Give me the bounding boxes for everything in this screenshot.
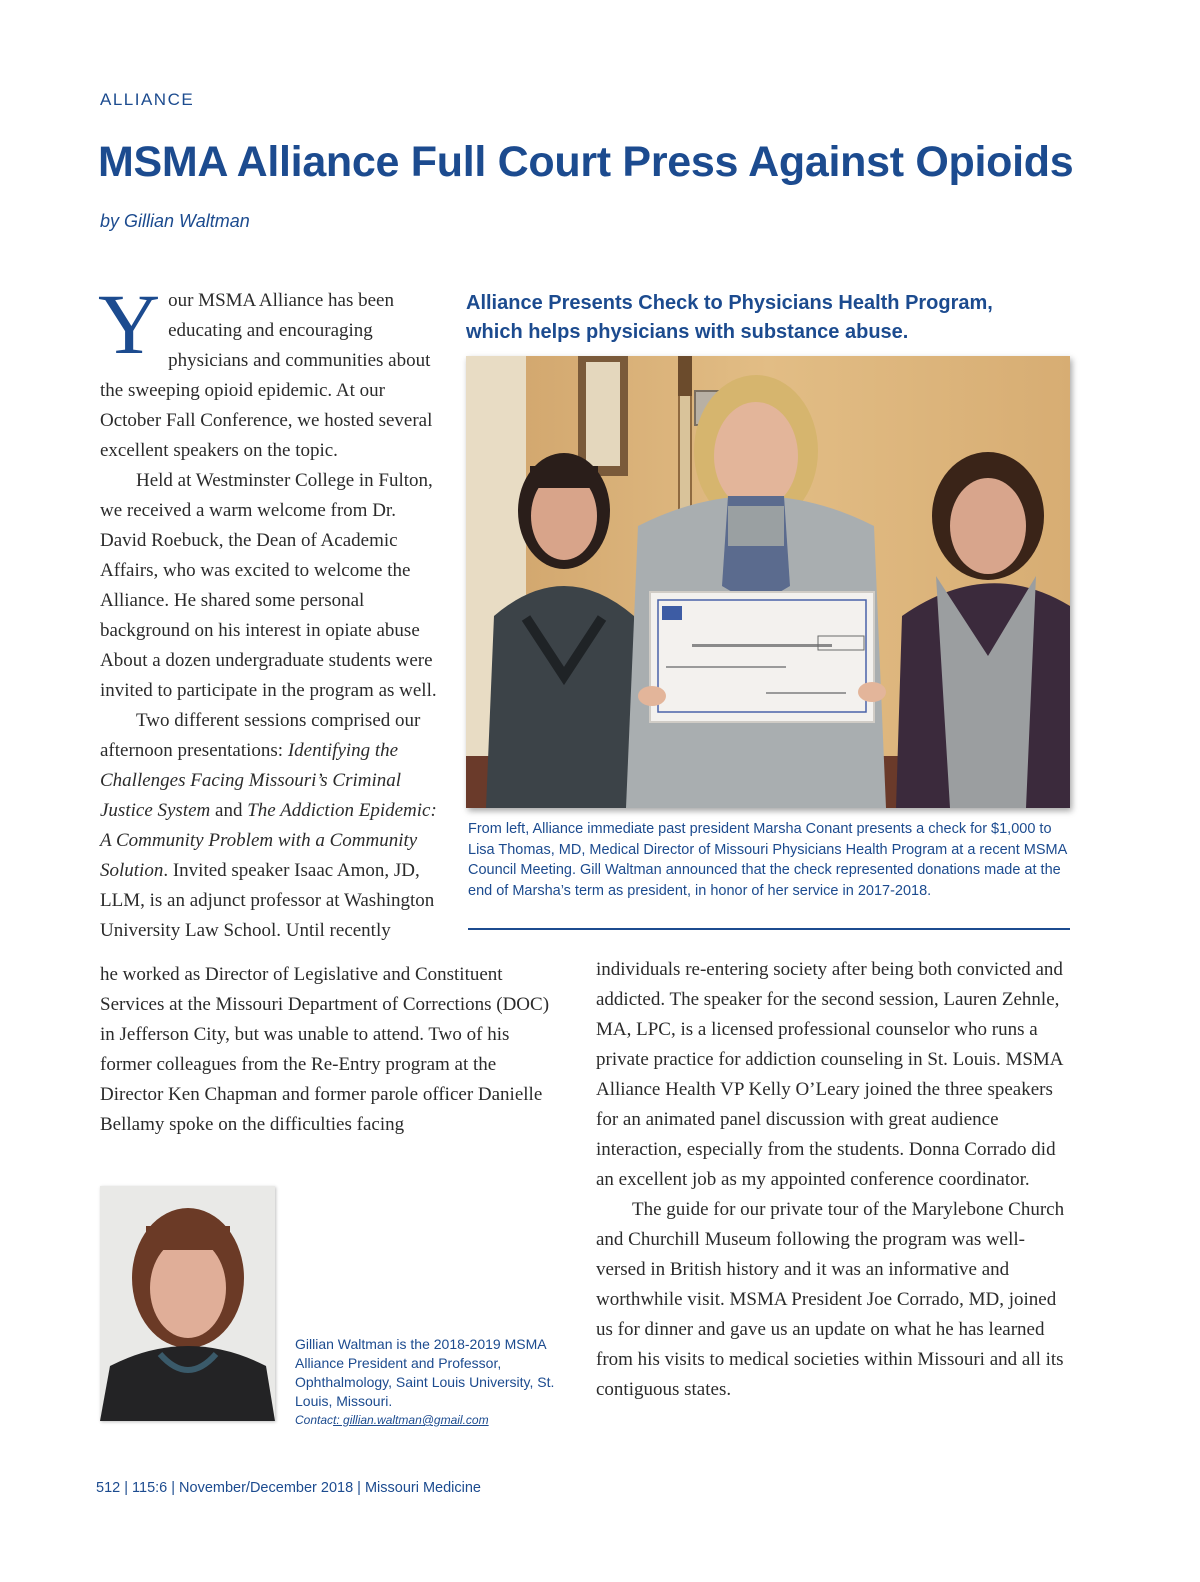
paragraph-speakers: individuals re-entering society after being both convicted and addicted. The speaker for the second session, Lauren Zehnle, MA, LPC, is a licensed professional counselor who runs a private practice for addiction counseling in St. Louis. MSMA Alliance Health VP Kelly O’Leary joined the three speakers for an animated panel discussion with great audience interaction, especially from the students. Donna Corrado did an excellent job as my appointed conference coordinator.	[596, 959, 1063, 1190]
author-portrait	[100, 1186, 275, 1421]
article-title: MSMA Alliance Full Court Press Against Opioids	[98, 138, 1074, 186]
sessions-text-1: Two different sessions comprised our afternoon presentations:	[100, 710, 421, 761]
author-email-link[interactable]: t: gillian.waltman@gmail.com	[333, 1413, 489, 1427]
paragraph-sessions	[100, 706, 442, 946]
section-label: ALLIANCE	[100, 90, 195, 109]
paragraph-intro	[98, 276, 442, 466]
article-column-right	[596, 955, 1066, 1405]
page-footer: 512 | 115:6 | November/December 2018 | Missouri Medicine	[96, 1480, 481, 1496]
author-contact-label: Contac	[295, 1413, 334, 1427]
paragraph-tour: The guide for our private tour of the Marylebone Church and Churchill Museum following the program was well-versed in British history and it was an informative and worthwhile visit. MSMA President Joe Corrado, MD, joined us for dinner and gave us an update on what he has learned from his visits to medical societies within Missouri and all its contiguous states.	[596, 1199, 1065, 1400]
sessions-text-2: . Invited speaker Isaac Amon, JD, LLM, is an adjunct professor at Washington University Law School. Until recently	[100, 860, 435, 941]
drop-cap: Y	[98, 276, 161, 372]
article-column-bottom-left	[100, 960, 562, 1140]
photo-heading: Alliance Presents Check to Physicians Health Program, which helps physicians with substance abuse.	[466, 292, 993, 343]
sessions-and: and	[210, 800, 248, 821]
article-column-left	[98, 276, 442, 946]
paragraph-westminster: Held at Westminster College in Fulton, we received a warm welcome from Dr. David Roebuck, the Dean of Academic Affairs, who was excited to welcome the Alliance. He shared some personal background on his interest in opiate abuse About a dozen undergraduate students were invited to participate in the program as well.	[100, 470, 437, 701]
check-presentation-photo	[466, 356, 1070, 808]
author-bio	[295, 1335, 565, 1430]
paragraph-sessions-continued: he worked as Director of Legislative and Constituent Services at the Missouri Department of Corrections (DOC) in Jefferson City, but was unable to attend. Two of his former colleagues from the Re-Entry program at the Director Ken Chapman and former parole officer Danielle Bellamy spoke on the difficulties facing	[100, 964, 550, 1135]
paragraph-intro-text: our MSMA Alliance has been educating and encouraging physicians and communities about the sweeping opioid epidemic. At our October Fall Conference, we hosted several excellent speakers on the topic.	[100, 290, 433, 461]
caption-divider	[468, 928, 1070, 930]
session-title-1: Identifying the Challenges Facing Missouri’s Criminal Justice System	[100, 740, 402, 821]
author-bio-text: Gillian Waltman is the 2018-2019 MSMA Alliance President and Professor, Ophthalmology, Saint Louis University, St. Louis, Missouri.	[295, 1336, 555, 1409]
photo-caption: From left, Alliance immediate past president Marsha Conant presents a check for $1,000 to Lisa Thomas, MD, Medical Director of Missouri Physicians Health Program at a recent MSMA Council Meeting. Gill Waltman announced that the check represented donations made at the end of Marsha’s term as president, in honor of her service in 2017-2018.	[468, 821, 1067, 899]
session-title-2: The Addiction Epidemic: A Community Problem with a Community Solution	[100, 800, 437, 881]
author-contact	[295, 1411, 565, 1430]
byline: by Gillian Waltman	[100, 211, 250, 231]
